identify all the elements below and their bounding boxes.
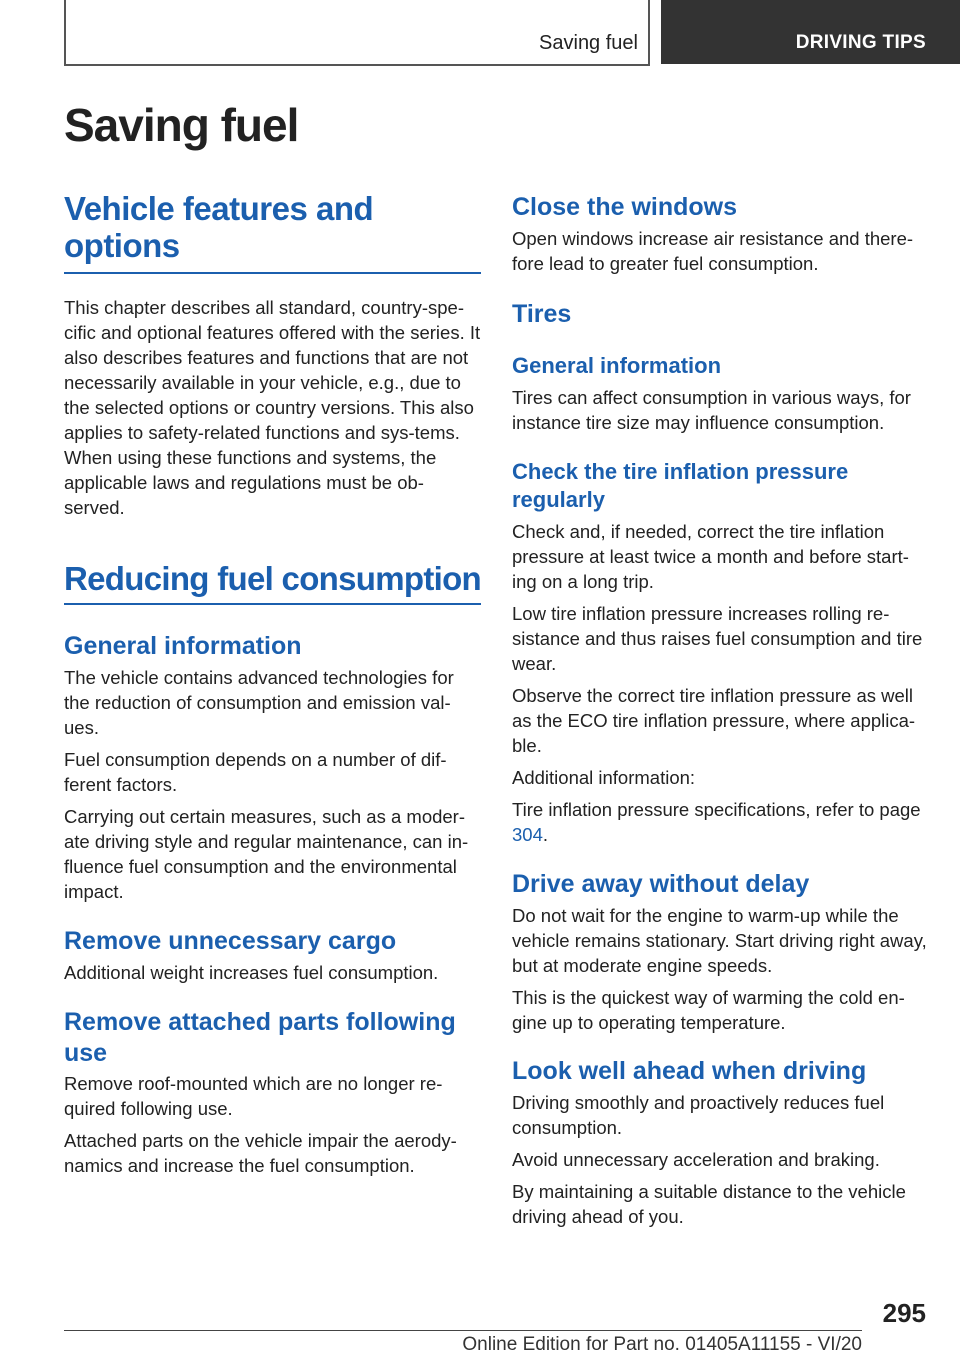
paragraph: Open windows increase air resistance and there-fore lead to greater fuel consumption. bbox=[512, 228, 914, 274]
paragraph: Low tire inflation pressure increases rolling re-sistance and thus raises fuel consumption and tire wear. bbox=[512, 603, 923, 674]
section-remove-attached-parts bbox=[64, 1007, 481, 1178]
heading-look-ahead: Look well ahead when driving bbox=[512, 1057, 867, 1085]
section-vehicle-features bbox=[64, 190, 481, 520]
page-number: 295 bbox=[882, 1298, 926, 1328]
paragraph: This chapter describes all standard, country-spe-cific and optional features offered with the series. It also describes features and functions that are not necessarily available in your vehicle, e.g., due to the selected options or country versions. This also applies to safety-related functions and sys-tems. When using these functions and systems, the applicable laws and regulations must be ob-served. bbox=[64, 297, 481, 518]
header-bottom-rule bbox=[64, 64, 650, 66]
section-remove-cargo bbox=[64, 927, 481, 985]
page-title: Saving fuel bbox=[64, 99, 299, 151]
footer-rule bbox=[64, 1330, 862, 1331]
section-drive-away bbox=[512, 870, 928, 1035]
heading-general-information: General information bbox=[512, 353, 722, 378]
paragraph: Driving smoothly and proactively reduces fuel consumption. bbox=[512, 1092, 885, 1138]
paragraph: Tires can affect consumption in various ways, for instance tire size may influence consumption. bbox=[512, 387, 911, 433]
paragraph: Additional information: bbox=[512, 767, 696, 788]
paragraph: Remove roof-mounted which are no longer re-quired following use. bbox=[64, 1073, 443, 1119]
heading-rule bbox=[64, 603, 481, 605]
reference-suffix: . bbox=[542, 824, 549, 845]
heading-remove-attached-parts: Remove attached parts following use bbox=[64, 1008, 456, 1067]
paragraph: Avoid unnecessary acceleration and braking. bbox=[512, 1149, 880, 1170]
reference-text: Tire inflation pressure specifications, refer to page bbox=[512, 799, 921, 820]
paragraph: The vehicle contains advanced technologies for the reduction of consumption and emission val-ues. bbox=[64, 667, 454, 738]
paragraph: Carrying out certain measures, such as a moder-ate driving style and regular maintenance, can in-fluence fuel consumption and the environmental impact. bbox=[64, 806, 469, 902]
heading-general-information: General information bbox=[64, 632, 302, 660]
footer-edition: Online Edition for Part no. 01405A11155 - VI/20 bbox=[462, 1334, 862, 1355]
section-tires bbox=[512, 300, 928, 847]
heading-vehicle-features: Vehicle features and options bbox=[64, 190, 374, 264]
header-separator bbox=[648, 0, 650, 66]
right-column bbox=[512, 190, 928, 1229]
paragraph: Additional weight increases fuel consumption. bbox=[64, 962, 439, 983]
section-close-windows bbox=[512, 193, 928, 276]
section-reducing-fuel bbox=[64, 559, 481, 904]
paragraph: Attached parts on the vehicle impair the aerody-namics and increase the fuel consumption. bbox=[64, 1130, 457, 1176]
heading-reducing-fuel: Reducing fuel consumption bbox=[64, 560, 481, 597]
section-look-ahead bbox=[512, 1057, 928, 1229]
heading-tires: Tires bbox=[512, 300, 572, 328]
paragraph: Fuel consumption depends on a number of dif-ferent factors. bbox=[64, 749, 447, 795]
paragraph-page-reference bbox=[512, 797, 928, 847]
paragraph: Do not wait for the engine to warm-up while the vehicle remains stationary. Start driving right away, but at moderate engine speeds. bbox=[512, 905, 927, 976]
header-section-title: Saving fuel bbox=[539, 32, 638, 54]
heading-rule bbox=[64, 272, 481, 274]
page-header bbox=[64, 0, 960, 66]
header-chapter-tab: DRIVING TIPS bbox=[661, 0, 960, 64]
paragraph: Check and, if needed, correct the tire inflation pressure at least twice a month and before start-ing on a long trip. bbox=[512, 521, 909, 592]
heading-close-windows: Close the windows bbox=[512, 193, 738, 221]
heading-check-tire-pressure: Check the tire inflation pressure regularly bbox=[512, 459, 849, 512]
heading-drive-away: Drive away without delay bbox=[512, 870, 810, 898]
paragraph: By maintaining a suitable distance to the vehicle driving ahead of you. bbox=[512, 1181, 906, 1227]
heading-remove-cargo: Remove unnecessary cargo bbox=[64, 927, 397, 955]
paragraph: Observe the correct tire inflation pressure as well as the ECO tire inflation pressure, where applica-ble. bbox=[512, 685, 916, 756]
page-link-304[interactable]: 304 bbox=[512, 824, 543, 845]
left-column bbox=[64, 190, 481, 1178]
paragraph: This is the quickest way of warming the cold en-gine up to operating temperature. bbox=[512, 987, 905, 1033]
